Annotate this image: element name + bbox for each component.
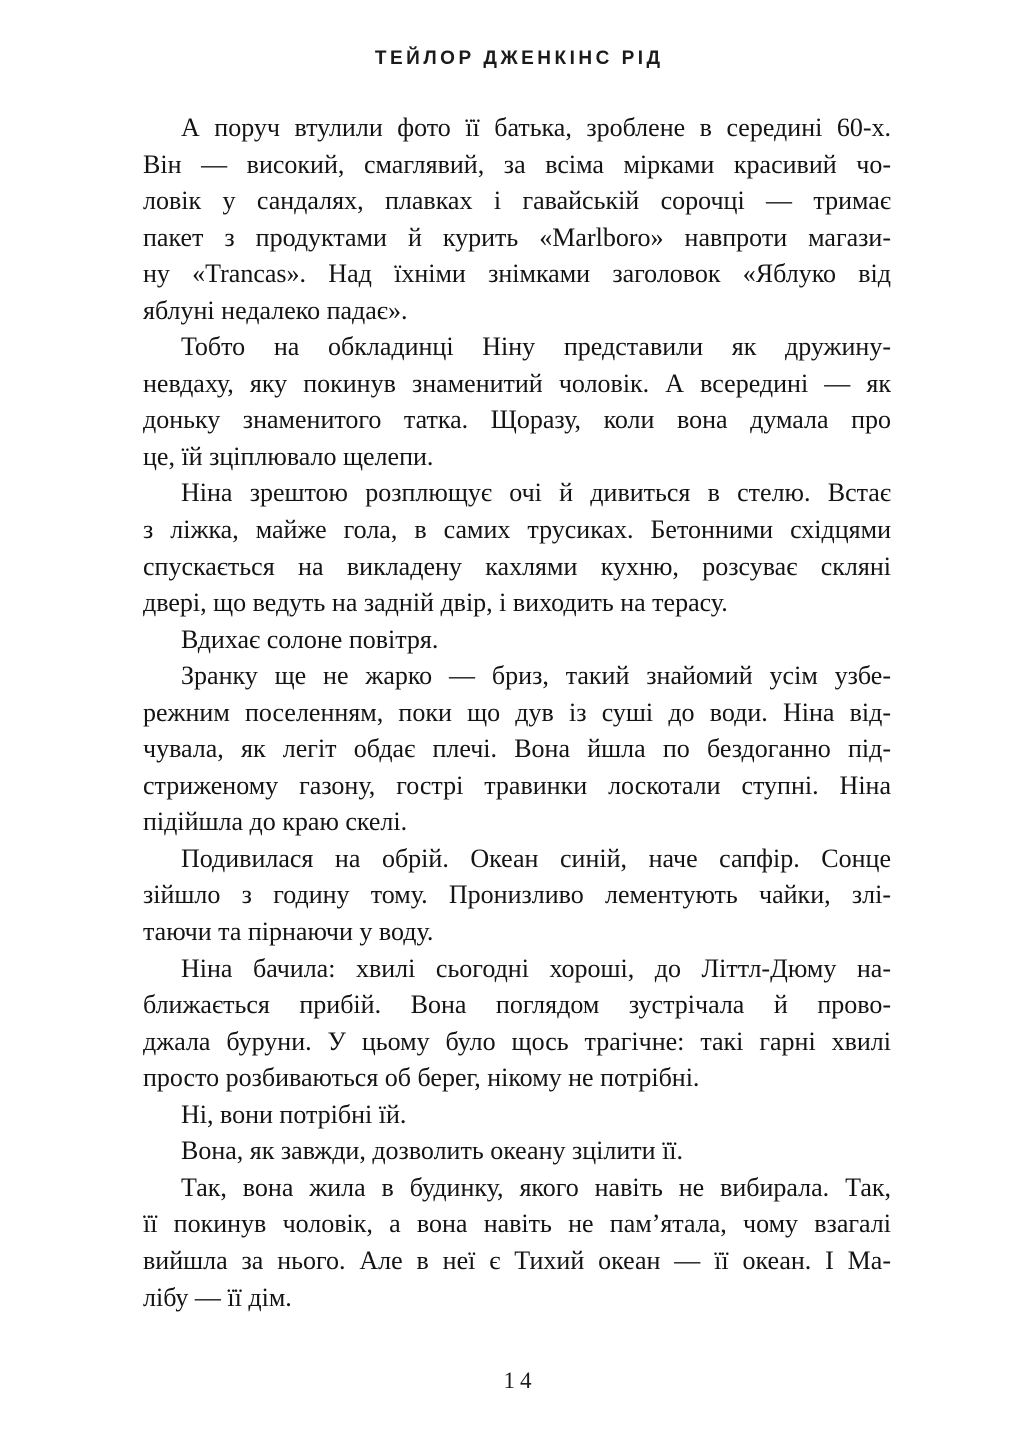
body-line: невдаху, яку покинув знаменитий чоловік. А всередині — як bbox=[143, 368, 891, 398]
body-line: А поруч втулили фото її батька, зроблене в середині 60-х. bbox=[181, 113, 891, 142]
body-line: Ніна зрештою розплющує очі й дивиться в стелю. Встає bbox=[181, 478, 891, 508]
body-line: ловік у сандалях, плавках і гавайській сорочці — тримає bbox=[143, 186, 891, 216]
body-line: Подивилася на обрій. Океан синій, наче сапфір. Сонце bbox=[181, 843, 891, 873]
body-line: яблуні недалеко падає». bbox=[143, 295, 408, 325]
body-line: Так, вона жила в будинку, якого навіть не вибирала. Так, bbox=[181, 1172, 891, 1202]
body-line: Тобто на обкладинці Ніну представили як дружину- bbox=[181, 332, 891, 362]
body-line: з ліжка, майже гола, в самих трусиках. Бетонними східцями bbox=[143, 515, 891, 545]
body-line: її покинув чоловік, а вона навіть не пам’ятала, чому взагалі bbox=[143, 1209, 891, 1239]
body-line: джала буруни. У цьому було щось трагічне: такі гарні хвилі bbox=[143, 1026, 891, 1056]
body-line: спускається на викладену кахлями кухню, розсуває скляні bbox=[143, 551, 891, 581]
body-line: таючи та пірнаючи у воду. bbox=[143, 917, 434, 947]
body-line: це, їй зціплювало щелепи. bbox=[143, 441, 434, 471]
body-line: доньку знаменитого татка. Щоразу, коли вона думала про bbox=[143, 405, 891, 435]
body-line: чувала, як легіт обдає плечі. Вона йшла по бездоганно під- bbox=[143, 734, 891, 764]
body-line: підійшла до краю скелі. bbox=[143, 807, 408, 837]
running-title: ТЕЙЛОР ДЖЕНКІНС РІД bbox=[374, 48, 664, 69]
body-line: Вона, як завжди, дозволить океану зцілити її. bbox=[181, 1136, 684, 1166]
body-line: Ніна бачила: хвилі сьогодні хороші, до Літтл-Дюму на- bbox=[181, 953, 891, 983]
page-body bbox=[143, 110, 891, 1316]
page-number: 14 bbox=[503, 1368, 537, 1393]
body-line: Ні, вони потрібні їй. bbox=[181, 1099, 407, 1129]
body-line: Вдихає солоне повітря. bbox=[181, 624, 439, 654]
body-line: двері, що ведуть на задній двір, і виходить на терасу. bbox=[143, 588, 728, 618]
body-line: ближається прибій. Вона поглядом зустрічала й прово- bbox=[143, 990, 891, 1020]
body-line: вийшла за нього. Але в неї є Тихий океан — її океан. І Ма- bbox=[143, 1245, 891, 1275]
body-line: пакет з продуктами й курить «Marlboro» навпроти магази- bbox=[143, 222, 891, 252]
body-line: зійшло з годину тому. Пронизливо лементують чайки, злі- bbox=[143, 880, 891, 910]
body-line: лібу — її дім. bbox=[143, 1282, 292, 1312]
body-line: Він — високий, смаглявий, за всіма мірками красивий чо- bbox=[143, 149, 891, 179]
body-line: стриженому газону, гострі травинки лоскотали ступні. Ніна bbox=[143, 770, 891, 800]
body-line: просто розбиваються об берег, нікому не потрібні. bbox=[143, 1063, 700, 1093]
body-line: ну «Trancas». Над їхніми знімками заголовок «Яблуко від bbox=[143, 259, 891, 289]
body-line: Зранку ще не жарко — бриз, такий знайомий усім узбе- bbox=[181, 661, 891, 691]
body-line: режним поселенням, поки що дув із суші до води. Ніна від- bbox=[143, 697, 891, 727]
